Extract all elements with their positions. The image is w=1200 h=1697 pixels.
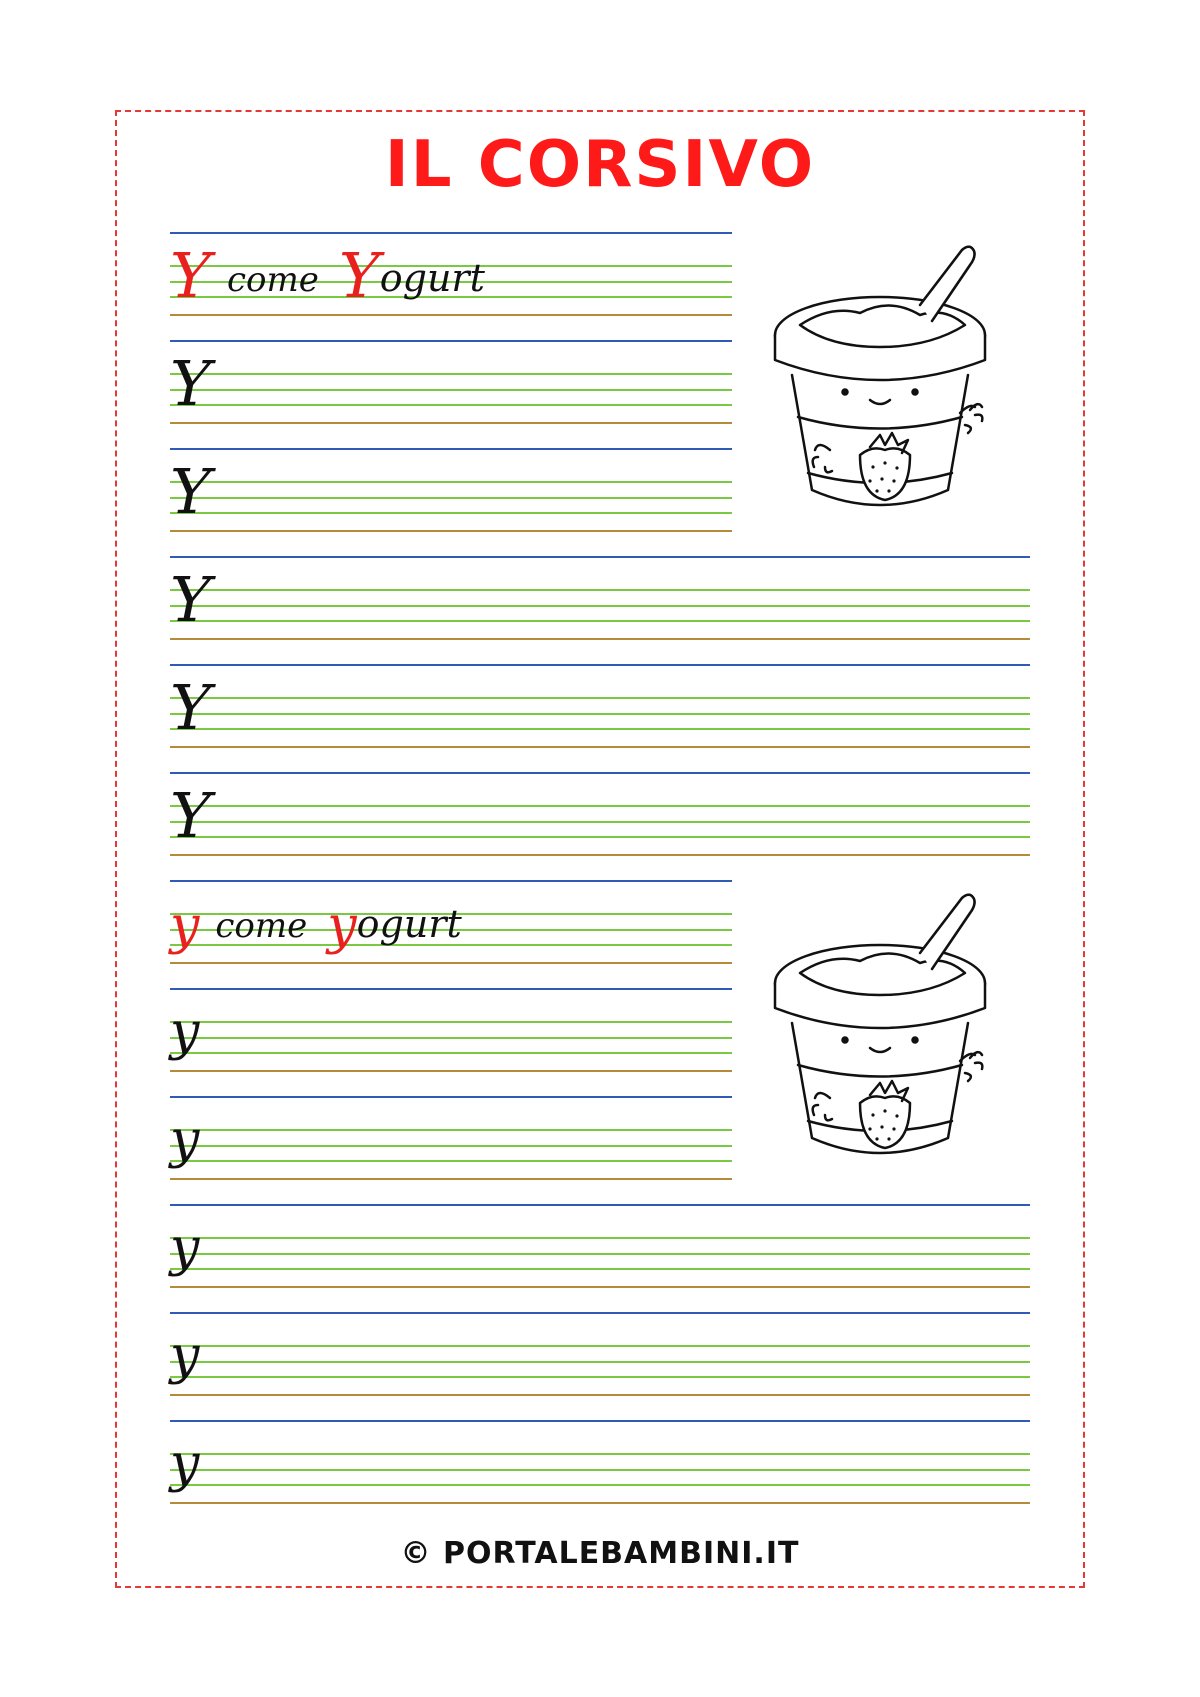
line-guide [170,728,1030,730]
line-guide [170,713,1030,715]
word-rest: ogurt [379,256,485,300]
line-top [170,880,732,882]
connector-word: come [215,906,308,946]
line-guide [170,836,1030,838]
line-guide [170,1037,732,1039]
connector-word: come [226,260,319,300]
line-top [170,556,1030,558]
practice-row [170,988,732,1072]
practice-row [170,1312,1030,1396]
line-guide [170,1345,1030,1347]
practice-row [170,1096,732,1180]
practice-letter: y [170,1218,200,1278]
model-row-lower [170,880,732,964]
line-guide [170,1129,732,1131]
line-base [170,854,1030,856]
yogurt-cup-with-strawberry-icon [770,883,1000,1173]
practice-row [170,1420,1030,1504]
line-guide [170,1237,1030,1239]
line-base [170,1070,732,1072]
line-guide [170,1361,1030,1363]
line-base [170,530,732,532]
line-top [170,448,732,450]
practice-letter: y [170,1434,200,1494]
practice-letter: Y [170,347,211,420]
line-base [170,1394,1030,1396]
copyright-footer: © PORTALEBAMBINI.IT [400,1536,800,1571]
yogurt-cup-with-strawberry-icon [770,235,1000,525]
page-title: IL CORSIVO [384,128,816,202]
line-guide [170,821,1030,823]
line-top [170,1204,1030,1206]
practice-row [170,772,1030,856]
line-guide [170,620,1030,622]
line-guide [170,1484,1030,1486]
model-text [170,236,485,320]
line-top [170,232,732,234]
line-base [170,746,1030,748]
line-guide [170,373,732,375]
line-base [170,1502,1030,1504]
model-letter: Y [170,239,211,312]
word-initial: y [327,896,357,956]
line-top [170,772,1030,774]
line-guide [170,497,732,499]
practice-letter: Y [170,563,211,636]
line-base [170,638,1030,640]
line-guide [170,1052,732,1054]
line-top [170,1420,1030,1422]
line-guide [170,512,732,514]
line-guide [170,1376,1030,1378]
line-guide [170,1145,732,1147]
practice-row [170,340,732,424]
word-rest: ogurt [356,902,462,946]
practice-letter: Y [170,779,211,852]
practice-letter: y [170,1326,200,1386]
model-row-upper [170,232,732,316]
line-guide [170,389,732,391]
line-guide [170,404,732,406]
line-guide [170,1160,732,1162]
line-base [170,1178,732,1180]
line-guide [170,1268,1030,1270]
line-top [170,340,732,342]
line-guide [170,481,732,483]
line-guide [170,1469,1030,1471]
line-guide [170,605,1030,607]
practice-row [170,664,1030,748]
line-guide [170,589,1030,591]
model-text [170,884,462,966]
line-top [170,1312,1030,1314]
line-base [170,1286,1030,1288]
practice-row [170,448,732,532]
practice-letter: Y [170,671,211,744]
line-top [170,1096,732,1098]
line-top [170,988,732,990]
line-guide [170,1453,1030,1455]
line-guide [170,1253,1030,1255]
model-letter: y [170,896,200,956]
practice-letter: y [170,1002,200,1062]
word-initial: Y [338,239,380,312]
practice-letter: y [170,1110,200,1170]
practice-row [170,556,1030,640]
practice-letter: Y [170,455,211,528]
line-top [170,664,1030,666]
line-guide [170,1021,732,1023]
line-base [170,422,732,424]
line-guide [170,697,1030,699]
line-guide [170,805,1030,807]
practice-row [170,1204,1030,1288]
